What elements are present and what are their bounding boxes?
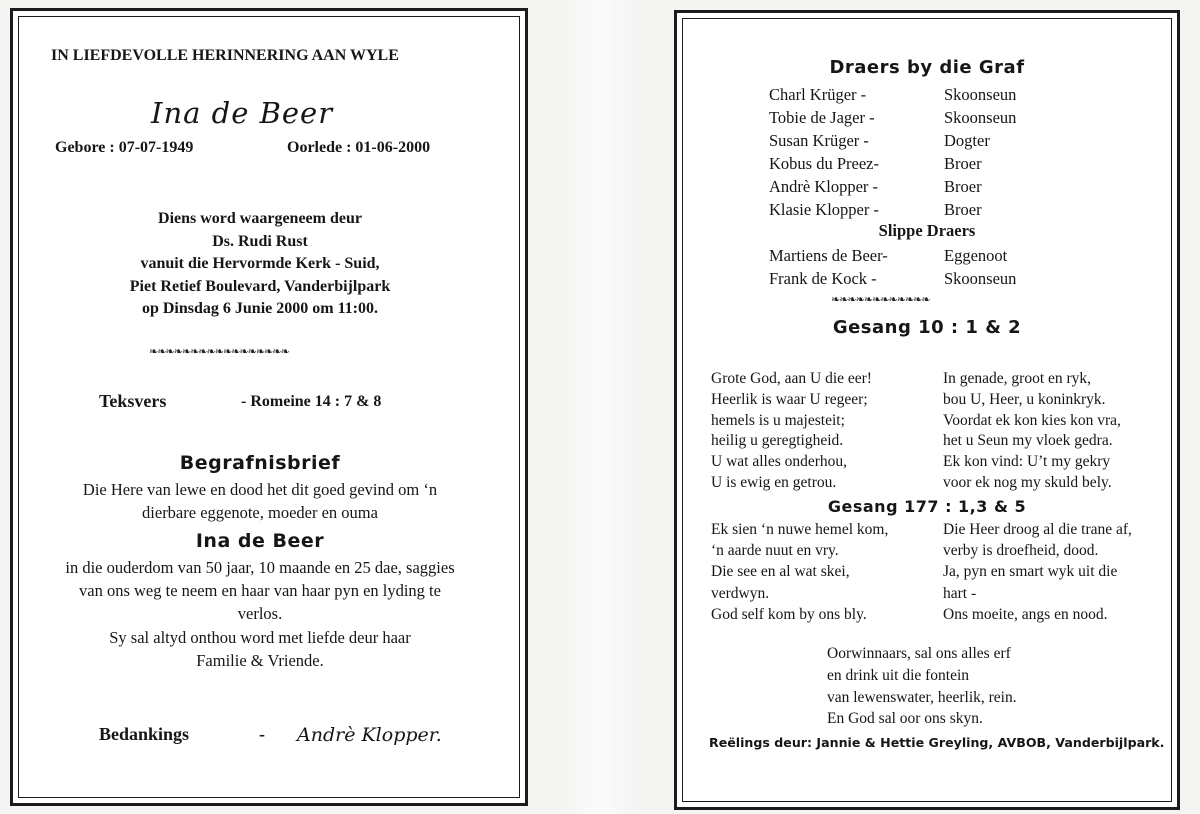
hymn1-verse-right bbox=[943, 369, 1121, 494]
slip-bearer-relation: Eggenoot bbox=[944, 246, 1008, 265]
teksvers-label: Teksvers bbox=[99, 391, 167, 411]
hymn2-verse-left bbox=[711, 519, 888, 625]
bearer-name: Charl Krüger - bbox=[769, 85, 867, 104]
letter-line: verlos. bbox=[237, 604, 283, 623]
service-details bbox=[13, 208, 507, 321]
hymn-line: Oorwinnaars, sal ons alles erf bbox=[827, 645, 1011, 662]
hymn-line: En God sal oor ons skyn. bbox=[827, 710, 983, 728]
hymn-line: verby is droefheid, dood. bbox=[943, 542, 1099, 560]
service-line: op Dinsdag 6 Junie 2000 om 11:00. bbox=[141, 300, 379, 317]
thanks-dash: - bbox=[259, 724, 265, 744]
bearer-relation: Skoonseun bbox=[944, 85, 1017, 104]
slip-bearer-name: Martiens de Beer- bbox=[769, 246, 888, 265]
bearer-name: Susan Krüger - bbox=[769, 131, 869, 150]
bearer-relation: Broer bbox=[944, 177, 982, 196]
hymn-line: Ek sien ‘n nuwe hemel kom, bbox=[711, 521, 889, 538]
service-line: Diens word waargeneem deur bbox=[158, 210, 362, 227]
bearer-relation: Broer bbox=[944, 154, 982, 173]
ornament-separator: ❧❧❧❧❧❧❧❧❧❧❧❧❧❧❧❧❧ bbox=[149, 346, 289, 358]
hymn-line: het u Seun my vloek gedra. bbox=[943, 432, 1113, 450]
slip-bearers-relations bbox=[944, 244, 1016, 290]
hymn-line: Voordat ek kon kies kon vra, bbox=[943, 411, 1121, 429]
hymn-line: Ek kon vind: U’t my gekry bbox=[943, 453, 1111, 471]
slip-bearer-relation: Skoonseun bbox=[944, 269, 1017, 288]
memorial-heading: IN LIEFDEVOLLE HERINNERING AAN WYLE bbox=[51, 47, 399, 64]
slip-bearer-name: Frank de Kock - bbox=[769, 269, 877, 288]
bearer-name: Kobus du Preez- bbox=[769, 154, 879, 173]
right-card bbox=[674, 10, 1180, 810]
bearers-title: Draers by die Graf bbox=[829, 57, 1025, 78]
service-line: vanuit die Hervormde Kerk - Suid, bbox=[140, 255, 380, 272]
hymn-line: hart - bbox=[943, 584, 977, 602]
death-date: Oorlede : 01-06-2000 bbox=[287, 139, 431, 156]
ornament-separator: ❧❧❧❧❧❧❧❧❧❧❧❧ bbox=[831, 294, 930, 306]
hymn-line: verdwyn. bbox=[711, 584, 770, 602]
bearers-names bbox=[769, 83, 879, 221]
hymn1-verse-left bbox=[711, 369, 872, 494]
hymn-line: U wat alles onderhou, bbox=[711, 453, 848, 471]
slip-bearers-title: Slippe Draers bbox=[878, 221, 976, 240]
hymn-line: In genade, groot en ryk, bbox=[943, 370, 1092, 387]
left-card bbox=[10, 8, 528, 806]
letter-line: dierbare eggenote, moeder en ouma bbox=[142, 503, 378, 522]
bearer-relation: Broer bbox=[944, 200, 982, 219]
letter-title: Begrafnisbrief bbox=[179, 452, 341, 474]
hymn-line: voor ek nog my skuld bely. bbox=[943, 473, 1112, 491]
letter-line: van ons weg te neem en haar van haar pyn en lyding te bbox=[79, 581, 441, 600]
hymn-line: Ja, pyn en smart wyk uit die bbox=[943, 563, 1118, 581]
hymn-line: bou U, Heer, u koninkryk. bbox=[943, 390, 1106, 408]
hymn-line: ‘n aarde nuut en vry. bbox=[711, 542, 839, 560]
hymn2-title: Gesang 177 : 1,3 & 5 bbox=[827, 497, 1027, 516]
bearer-relation: Skoonseun bbox=[944, 108, 1017, 127]
hymn-line: en drink uit die fontein bbox=[827, 666, 970, 684]
hymn-line: heilig u geregtigheid. bbox=[711, 432, 844, 450]
birth-date: Gebore : 07-07-1949 bbox=[55, 139, 194, 156]
bearer-name: Klasie Klopper - bbox=[769, 200, 879, 219]
letter-line: Die Here van lewe en dood het dit goed gevind om ‘n bbox=[82, 480, 438, 499]
hymn-line: hemels is u majesteit; bbox=[711, 411, 845, 429]
bearers-relations bbox=[944, 83, 1016, 221]
service-line: Ds. Rudi Rust bbox=[212, 232, 308, 250]
hymn-line: Grote God, aan U die eer! bbox=[711, 370, 872, 387]
page-fold bbox=[560, 0, 640, 814]
hymn2-final-verse bbox=[827, 643, 1017, 730]
service-line: Piet Retief Boulevard, Vanderbijlpark bbox=[129, 277, 391, 295]
letter-line: in die ouderdom van 50 jaar, 10 maande en 25 dae, saggies bbox=[65, 558, 455, 577]
bearer-relation: Dogter bbox=[944, 131, 990, 150]
letter-name: Ina de Beer bbox=[195, 530, 325, 552]
thanks-signature: Andrè Klopper. bbox=[297, 724, 442, 746]
slip-bearers-names bbox=[769, 244, 888, 290]
hymn-line: God self kom by ons bly. bbox=[711, 605, 867, 623]
letter-line: Sy sal altyd onthou word met liefde deur haar bbox=[109, 628, 411, 647]
bearer-name: Tobie de Jager - bbox=[769, 108, 875, 127]
hymn-line: Heerlik is waar U regeer; bbox=[711, 390, 868, 408]
arrangements-credit: Reëlings deur: Jannie & Hettie Greyling, AVBOB, Vanderbijlpark. bbox=[709, 735, 1165, 750]
hymn-line: Die Heer droog al die trane af, bbox=[943, 521, 1132, 538]
hymn-line: van lewenswater, heerlik, rein. bbox=[827, 688, 1017, 706]
hymn2-verse-right bbox=[943, 519, 1132, 625]
hymn-line: Die see en al wat skei, bbox=[711, 563, 850, 581]
hymn-line: U is ewig en getrou. bbox=[711, 473, 837, 491]
letter-line: Familie & Vriende. bbox=[196, 651, 324, 670]
bearer-name: Andrè Klopper - bbox=[769, 177, 879, 196]
hymn1-title: Gesang 10 : 1 & 2 bbox=[832, 317, 1022, 338]
hymn-line: Ons moeite, angs en nood. bbox=[943, 605, 1108, 623]
thanks-label: Bedankings bbox=[99, 724, 190, 744]
deceased-name-script: Ina de Beer bbox=[151, 96, 334, 130]
teksvers-reference: - Romeine 14 : 7 & 8 bbox=[241, 393, 382, 410]
